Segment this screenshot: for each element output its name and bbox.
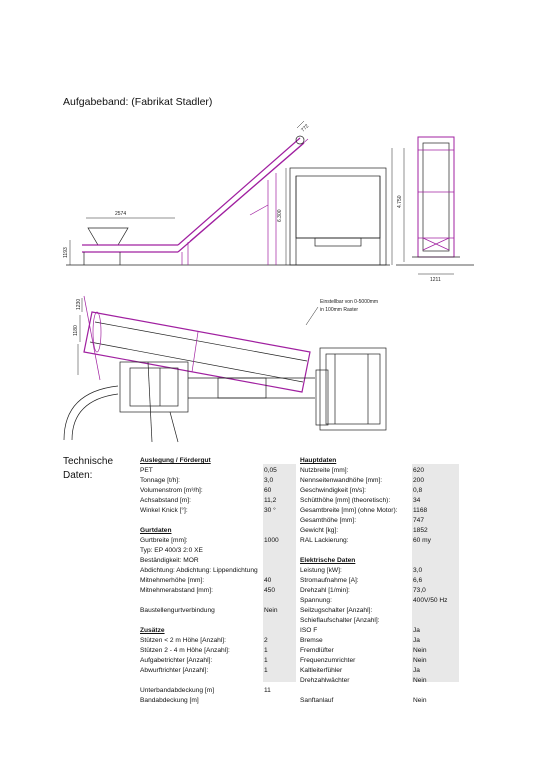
table-row: [140, 466, 290, 476]
table-row: [140, 656, 290, 666]
row-label: Tonnage [t/h]:: [140, 477, 180, 484]
row-label: Winkel Knick [°]:: [140, 507, 188, 514]
row-label: Gesamtbreite [mm] (ohne Motor):: [300, 507, 398, 514]
table-row: [300, 526, 460, 536]
table-row: [300, 616, 460, 626]
table-row: [140, 556, 290, 566]
table-row: [140, 566, 290, 576]
table-row: [140, 666, 290, 676]
row-label: Mitnehmerabstand [mm]:: [140, 587, 213, 594]
table-row: [300, 566, 460, 576]
row-value: Ja: [413, 637, 420, 644]
row-value: 747: [413, 517, 425, 524]
table-row: [140, 636, 290, 646]
dim-1211: 1211: [430, 277, 441, 283]
header-gurtdaten: Gurtdaten: [140, 527, 172, 534]
row-label: Leistung [kW]:: [300, 567, 342, 574]
table-row: [300, 656, 460, 666]
table-row: [140, 536, 290, 546]
row-label: Abwurftrichter [Anzahl]:: [140, 667, 209, 674]
row-value: 34: [413, 497, 421, 504]
dim-2574: 2574: [115, 211, 127, 217]
table-row: [140, 476, 290, 486]
row-label: Gurtbreite [mm]:: [140, 537, 188, 544]
table-row: [300, 586, 460, 596]
table-row: [300, 516, 460, 526]
row-value: 40: [264, 577, 272, 584]
header-auslegung: Auslegung / Fördergut: [140, 457, 211, 464]
row-value: 3,0: [264, 477, 274, 484]
row-value: Ja: [413, 627, 420, 634]
table-row: [140, 686, 290, 696]
row-label: Nutzbreite [mm]:: [300, 467, 349, 474]
header-elektrische-daten: Elektrische Daten: [300, 557, 356, 564]
row-value: 1852: [413, 527, 428, 534]
dim-6300: 6.300: [277, 209, 283, 222]
row-label: Beständigkeit: MOR: [140, 557, 199, 564]
row-value: 6,6: [413, 577, 423, 584]
table-row: [300, 626, 460, 636]
plan-view-drawing: [64, 296, 386, 442]
row-label: Volumenstrom [m³/h]:: [140, 487, 203, 494]
row-label: Spannung:: [300, 597, 332, 604]
right-data-table: [300, 456, 460, 706]
table-row: [300, 606, 460, 616]
table-row: [140, 696, 290, 706]
row-value: 450: [264, 587, 276, 594]
side-label-technische: Technische: [63, 456, 114, 467]
row-label: Baustellengurtverbindung: [140, 607, 215, 614]
row-value: 2: [264, 637, 268, 644]
row-label: Drehzahlwächter: [300, 677, 350, 684]
row-value: Nein: [413, 647, 427, 654]
front-view-drawing: [396, 137, 474, 274]
table-row: [300, 646, 460, 656]
row-label: Schieflaufschalter [Anzahl]:: [300, 617, 380, 624]
row-value: 1: [264, 657, 268, 664]
header-hauptdaten: Hauptdaten: [300, 457, 337, 464]
row-label: Stützen < 2 m Höhe [Anzahl]:: [140, 637, 226, 644]
table-row: [300, 666, 460, 676]
row-value: Nein: [413, 677, 427, 684]
row-label: Stützen 2 - 4 m Höhe [Anzahl]:: [140, 647, 230, 654]
table-row: [300, 506, 460, 516]
table-row: [140, 586, 290, 596]
row-label: Sanftanlauf: [300, 697, 334, 704]
table-row: [300, 686, 460, 696]
row-label: Bandabdeckung [m]: [140, 697, 199, 704]
row-value: Ja: [413, 667, 420, 674]
header-zusaetze: Zusätze: [140, 627, 165, 634]
table-row: [300, 696, 460, 706]
table-row: [300, 596, 460, 606]
row-label: Gesamthöhe [mm]:: [300, 517, 357, 524]
row-label: PET: [140, 467, 153, 474]
row-label: Stromaufnahme [A]:: [300, 577, 359, 584]
table-row: [140, 576, 290, 586]
row-label: Abdichtung: Abdichtung: Lippendichtung: [140, 567, 258, 574]
row-value: 3,0: [413, 567, 423, 574]
row-value: 1: [264, 667, 268, 674]
row-label: Seilzugschalter [Anzahl]:: [300, 607, 373, 614]
table-row: [300, 486, 460, 496]
row-value: Nein: [264, 607, 278, 614]
table-row: [300, 476, 460, 486]
table-row: [300, 576, 460, 586]
row-label: Drehzahl [1/min]:: [300, 587, 350, 594]
dim-4750: 4.750: [397, 195, 403, 208]
page-title: Aufgabeband: (Fabrikat Stadler): [63, 96, 213, 108]
row-label: Nennseitenwandhöhe [mm]:: [300, 477, 383, 484]
dim-772: 772: [300, 123, 311, 134]
row-label: Frequenzumrichter: [300, 657, 356, 664]
table-row: [140, 486, 290, 496]
row-label: Aufgabetrichter [Anzahl]:: [140, 657, 213, 664]
row-value: 620: [413, 467, 425, 474]
row-value: 11,2: [264, 497, 277, 504]
table-row: [140, 496, 290, 506]
row-label: Mitnehmerhöhe [mm]:: [140, 577, 205, 584]
row-label: Bremse: [300, 637, 323, 644]
side-label-daten: Daten:: [63, 470, 93, 481]
row-value: 0,8: [413, 487, 423, 494]
row-value: 0,05: [264, 467, 277, 474]
row-label: ISO F: [300, 627, 318, 634]
dim-1230: 1230: [76, 298, 82, 310]
row-value: Nein: [413, 657, 427, 664]
table-row: [300, 676, 460, 686]
row-value: 1: [264, 647, 268, 654]
table-row: [140, 676, 290, 686]
table-row: [140, 596, 290, 606]
row-value: 1000: [264, 537, 279, 544]
note-line-1: Einstellbar von 0-5000mm: [320, 299, 379, 305]
row-value: 30 °: [264, 507, 276, 514]
dim-1180: 1180: [73, 325, 79, 336]
row-value: Nein: [413, 697, 427, 704]
table-row: [300, 466, 460, 476]
table-row: [140, 646, 290, 656]
table-row: [140, 546, 290, 556]
row-value: 200: [413, 477, 425, 484]
table-row: [140, 606, 290, 616]
row-label: Typ: EP 400/3 2:0 XE: [140, 547, 203, 554]
row-label: Gewicht [kg]:: [300, 527, 339, 534]
row-value: 60 my: [413, 537, 431, 544]
table-row: [300, 636, 460, 646]
row-label: Kaltleiterfühler: [300, 667, 343, 674]
left-data-table: [140, 456, 290, 706]
row-value: 73,0: [413, 587, 426, 594]
dim-1193: 1193: [63, 247, 69, 258]
table-row: [300, 536, 460, 546]
side-view-drawing: [66, 121, 392, 265]
row-label: RAL Lackierung:: [300, 537, 349, 544]
note-line-2: in 100mm Raster: [320, 307, 359, 313]
row-label: Fremdlüfter: [300, 647, 334, 654]
row-label: Achsabstand [m]:: [140, 497, 191, 504]
table-row: [300, 496, 460, 506]
row-label: Schütthöhe [mm] (theoretisch):: [300, 497, 391, 504]
row-value: 1168: [413, 507, 428, 514]
row-label: Unterbandabdeckung [m]: [140, 687, 215, 694]
row-label: Geschwindigkeit [m/s]:: [300, 487, 366, 494]
row-value: 400V/50 Hz: [413, 597, 448, 604]
row-value: 11: [264, 687, 271, 694]
row-value: 60: [264, 487, 272, 494]
table-row: [140, 506, 290, 516]
